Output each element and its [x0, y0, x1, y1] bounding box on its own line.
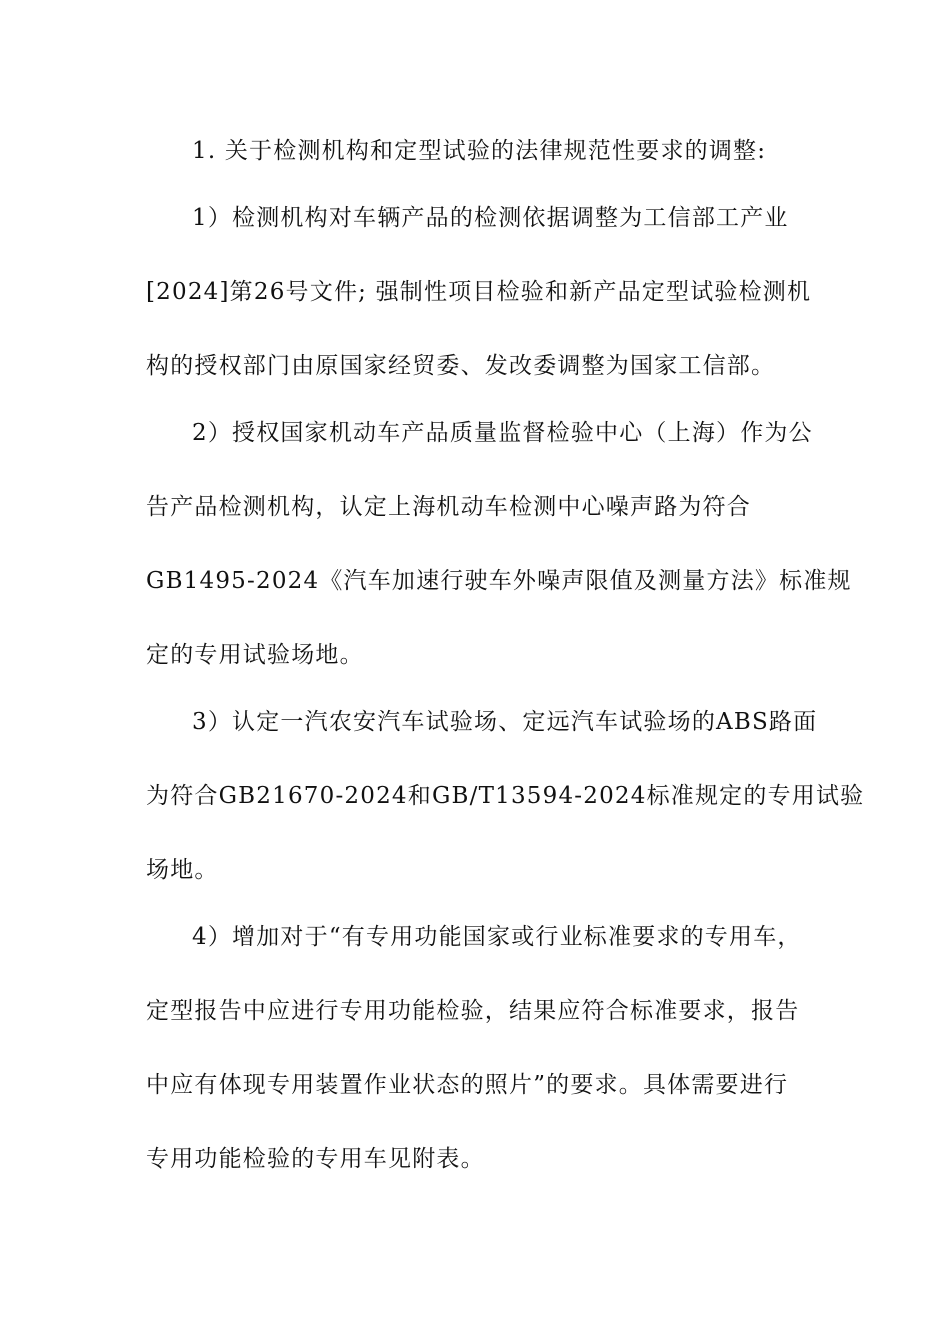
- paragraph-line: [2024]第26号文件; 强制性项目检验和新产品定型试验检测机: [146, 279, 812, 305]
- paragraph-line: GB1495-2024《汽车加速行驶车外噪声限值及测量方法》标准规: [146, 568, 852, 594]
- paragraph-line: 3）认定一汽农安汽车试验场、定远汽车试验场的ABS路面: [192, 709, 818, 735]
- section-heading: 1. 关于检测机构和定型试验的法律规范性要求的调整:: [192, 138, 767, 164]
- paragraph-line: 4）增加对于“有专用功能国家或行业标准要求的专用车，: [192, 924, 802, 950]
- paragraph-line: 定的专用试验场地。: [146, 642, 364, 668]
- paragraph-line: 构的授权部门由原国家经贸委、发改委调整为国家工信部。: [146, 353, 776, 379]
- paragraph-line: 中应有体现专用装置作业状态的照片”的要求。具体需要进行: [146, 1072, 789, 1098]
- paragraph-line: 场地。: [146, 857, 219, 883]
- paragraph-line: 定型报告中应进行专用功能检验，结果应符合标准要求，报告: [146, 998, 800, 1024]
- paragraph-line: 专用功能检验的专用车见附表。: [146, 1146, 485, 1172]
- paragraph-line: 1）检测机构对车辆产品的检测依据调整为工信部工产业: [192, 205, 789, 231]
- paragraph-line: 为符合GB21670-2024和GB/T13594-2024标准规定的专用试验: [146, 783, 865, 809]
- paragraph-line: 2）授权国家机动车产品质量监督检验中心（上海）作为公: [192, 420, 813, 446]
- paragraph-line: 告产品检测机构，认定上海机动车检测中心噪声路为符合: [146, 494, 751, 520]
